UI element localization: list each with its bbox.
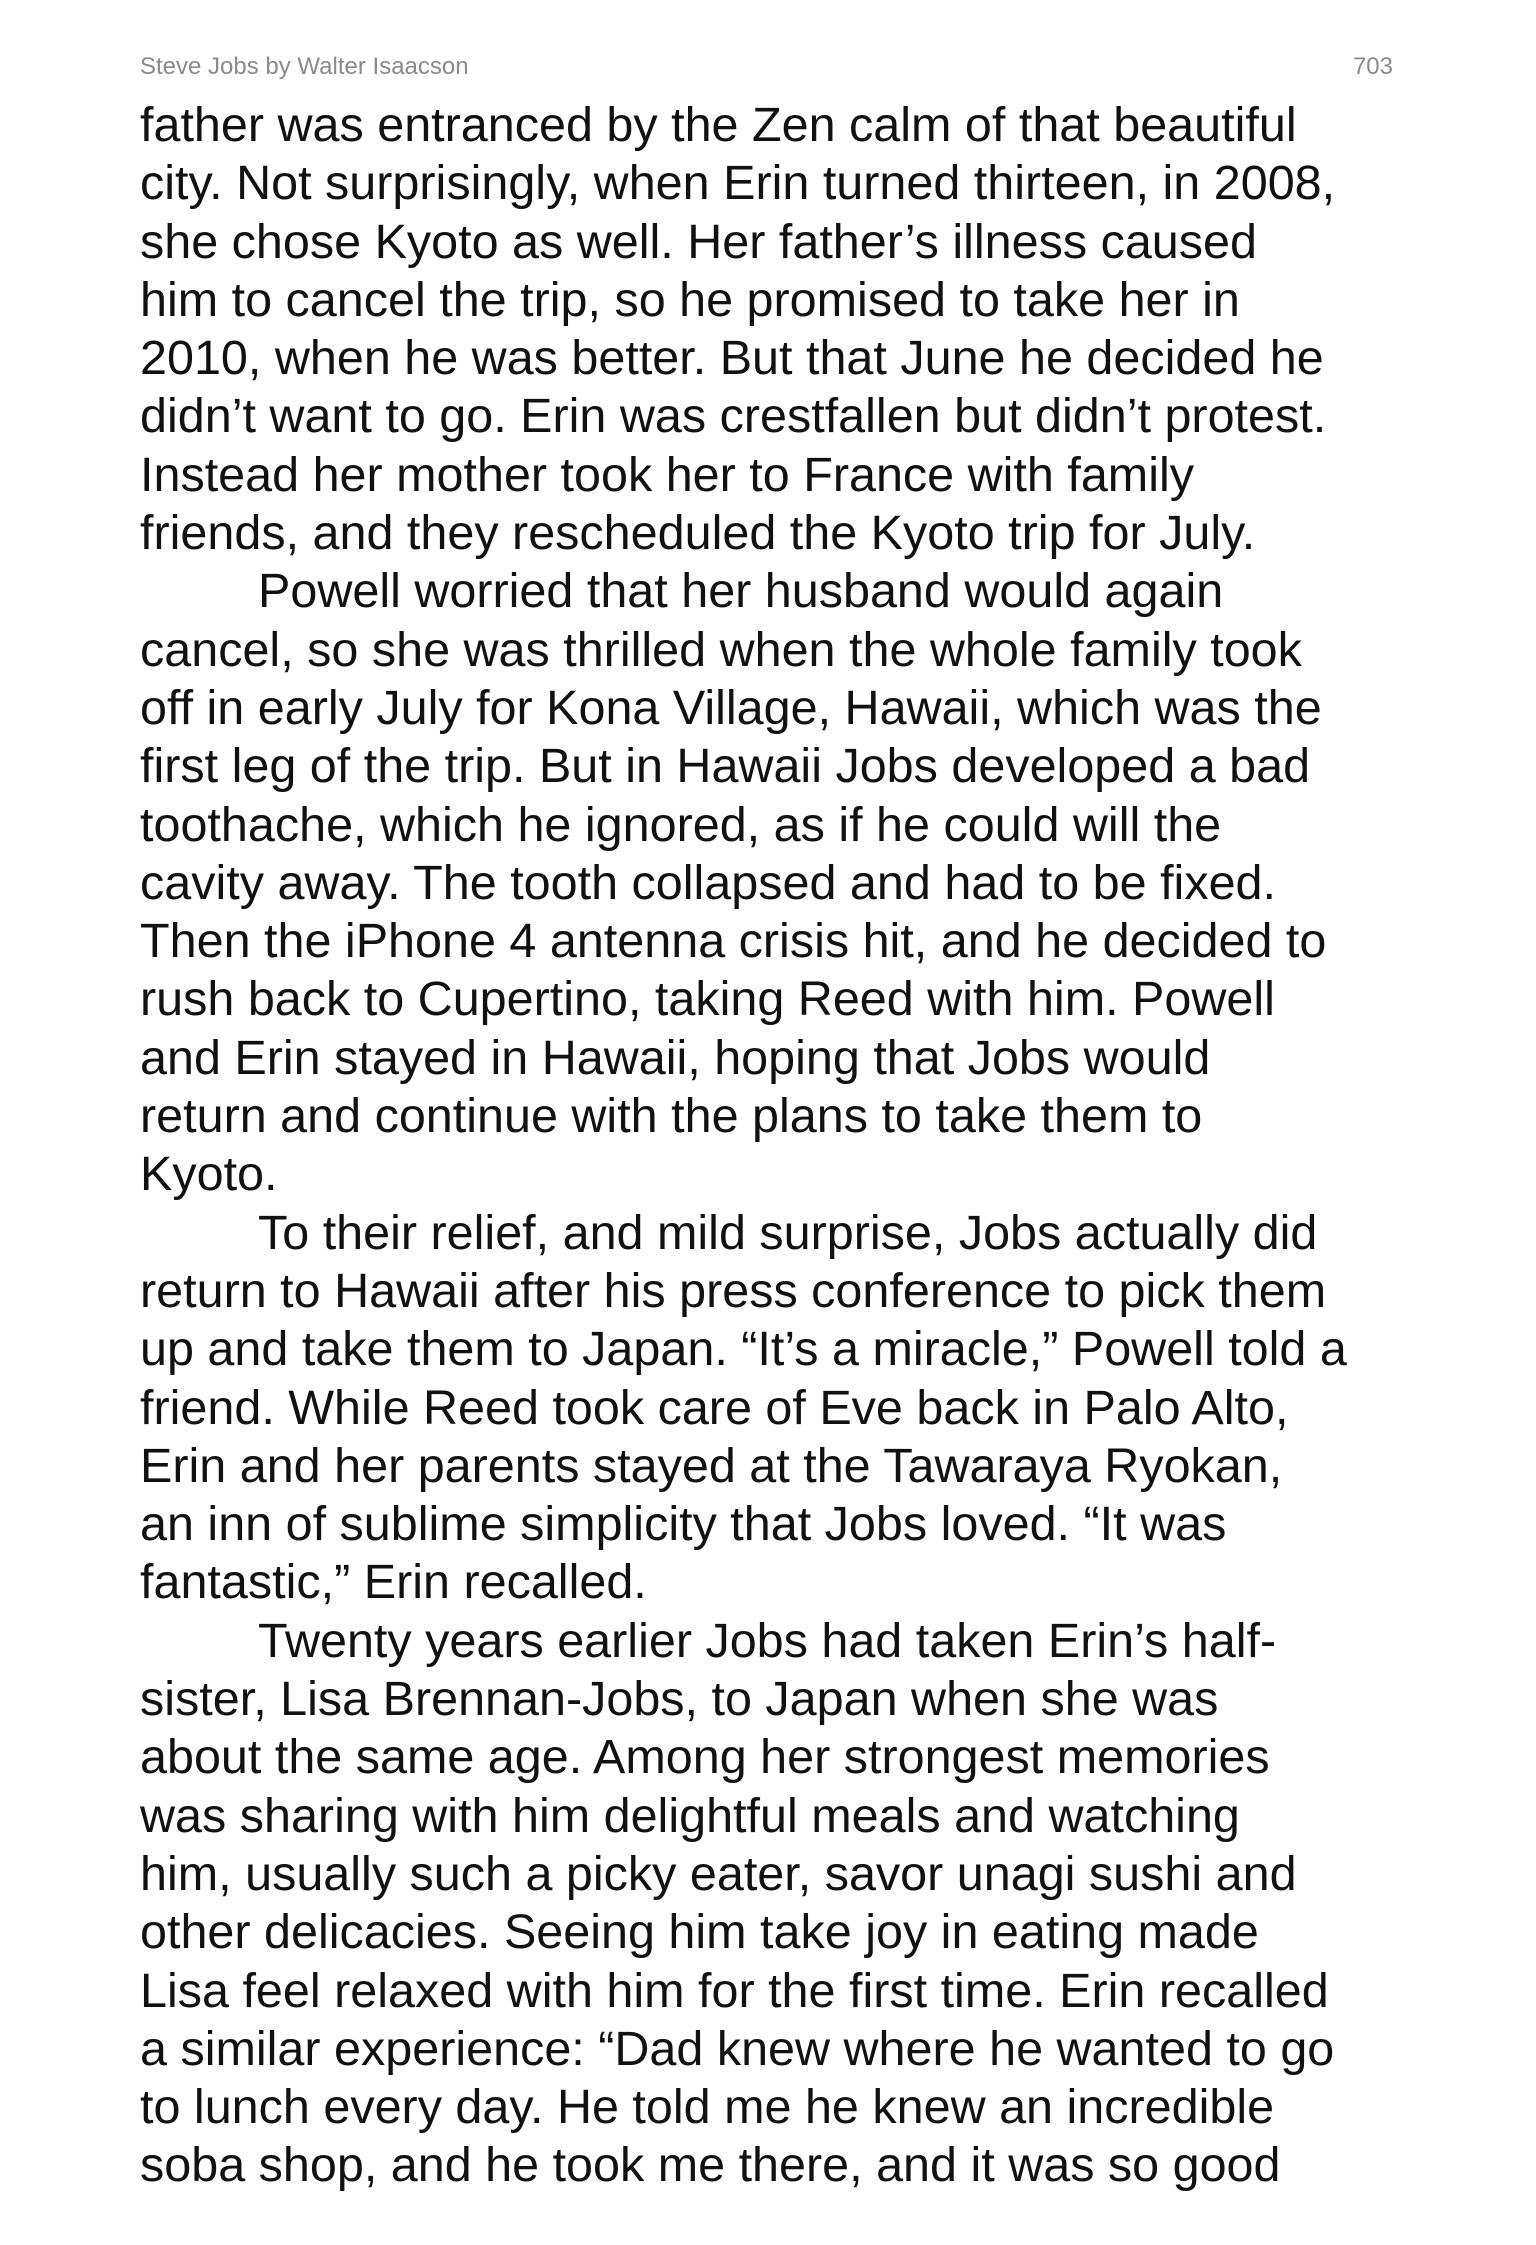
text-line: Erin and her parents stayed at the Tawaraya Ryokan, bbox=[140, 1438, 1283, 1493]
text-line: other delicacies. Seeing him take joy in eating made bbox=[140, 1905, 1259, 1960]
text-line: to lunch every day. He told me he knew an incredible bbox=[140, 2080, 1275, 2135]
text-line: soba shop, and he took me there, and it was so good bbox=[140, 2138, 1281, 2193]
text-line: friends, and they rescheduled the Kyoto trip for July. bbox=[140, 506, 1256, 561]
text-line: was sharing with him delightful meals and watching bbox=[140, 1788, 1240, 1843]
text-line: him to cancel the trip, so he promised to take her in bbox=[140, 272, 1240, 327]
text-line: first leg of the trip. But in Hawaii Jobs developed a bad bbox=[140, 739, 1311, 794]
text-line: father was entranced by the Zen calm of that beautiful bbox=[140, 98, 1297, 152]
text-line: Then the iPhone 4 antenna crisis hit, and he decided to bbox=[140, 914, 1327, 969]
text-line: Kyoto. bbox=[140, 1147, 278, 1202]
text-line: rush back to Cupertino, taking Reed with him. Powell bbox=[140, 972, 1275, 1027]
text-line: she chose Kyoto as well. Her father’s illness caused bbox=[140, 214, 1257, 269]
page-number: 703 bbox=[1352, 53, 1393, 80]
text-line: off in early July for Kona Village, Hawaii, which was the bbox=[140, 680, 1322, 735]
text-line: sister, Lisa Brennan-Jobs, to Japan when she was bbox=[140, 1672, 1219, 1727]
text-line: friend. While Reed took care of Eve back in Palo Alto, bbox=[140, 1380, 1289, 1435]
text-line: up and take them to Japan. “It’s a miracle,” Powell told a bbox=[140, 1322, 1347, 1377]
text-line: return and continue with the plans to take them to bbox=[140, 1089, 1203, 1144]
text-line: an inn of sublime simplicity that Jobs loved. “It was bbox=[140, 1497, 1227, 1552]
text-line: Twenty years earlier Jobs had taken Erin’s half- bbox=[258, 1613, 1277, 1668]
text-line: him, usually such a picky eater, savor unagi sushi and bbox=[140, 1846, 1297, 1901]
running-header bbox=[140, 52, 1393, 82]
text-line: cavity away. The tooth collapsed and had to be fixed. bbox=[140, 855, 1276, 910]
text-line: toothache, which he ignored, as if he could will the bbox=[140, 797, 1222, 852]
text-line: Lisa feel relaxed with him for the first time. Erin recalled bbox=[140, 1963, 1329, 2018]
text-line: fantastic,” Erin recalled. bbox=[140, 1555, 647, 1610]
book-title: Steve Jobs by Walter Isaacson bbox=[140, 53, 469, 80]
page-body-text bbox=[140, 96, 1400, 2195]
text-line: return to Hawaii after his press conference to pick them bbox=[140, 1263, 1327, 1318]
text-line: city. Not surprisingly, when Erin turned thirteen, in 2008, bbox=[140, 156, 1336, 211]
text-line: and Erin stayed in Hawaii, hoping that Jobs would bbox=[140, 1030, 1211, 1085]
text-line: Powell worried that her husband would again bbox=[258, 564, 1224, 619]
text-line: Instead her mother took her to France with family bbox=[140, 447, 1194, 502]
text-line: a similar experience: “Dad knew where he wanted to go bbox=[140, 2021, 1335, 2076]
text-line: To their relief, and mild surprise, Jobs actually did bbox=[258, 1205, 1318, 1260]
text-line: 2010, when he was better. But that June he decided he bbox=[140, 331, 1324, 386]
text-line: didn’t want to go. Erin was crestfallen but didn’t protest. bbox=[140, 389, 1327, 444]
text-line: about the same age. Among her strongest memories bbox=[140, 1730, 1270, 1785]
text-line: cancel, so she was thrilled when the whole family took bbox=[140, 622, 1302, 677]
